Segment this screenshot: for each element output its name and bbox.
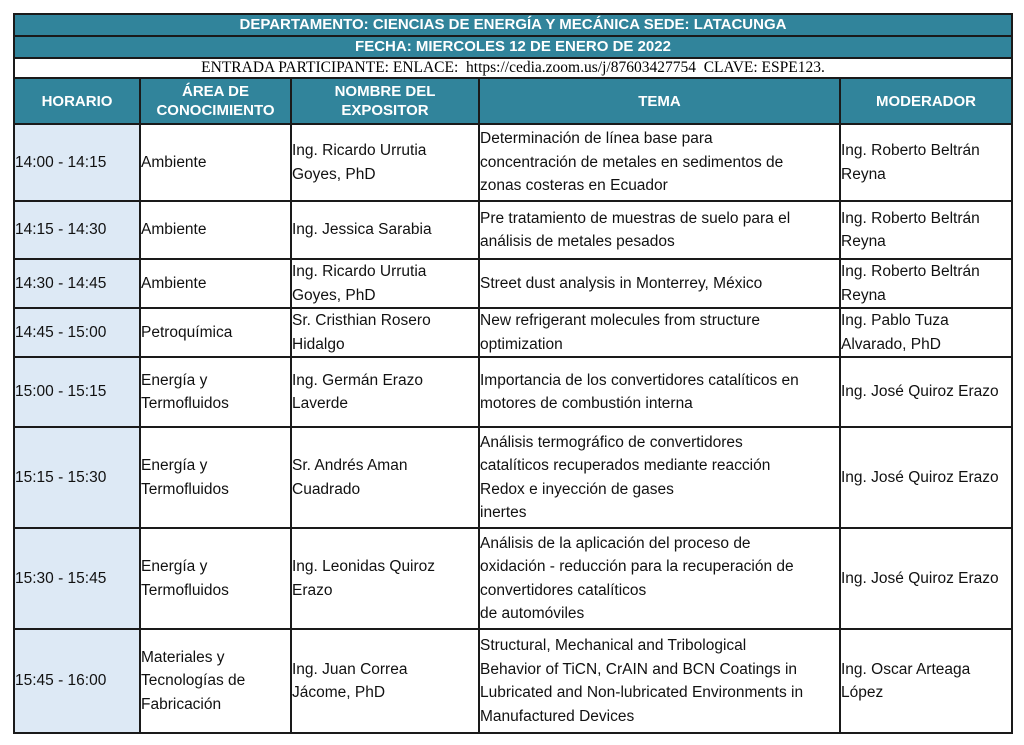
topic-cell-line: Lubricated and Non-lubricated Environments in xyxy=(480,684,804,701)
schedule-row xyxy=(14,357,1012,427)
header-moderador xyxy=(840,78,1012,124)
header-moderador-label: MODERADOR xyxy=(876,92,976,110)
topic-cell xyxy=(479,308,840,357)
time-cell xyxy=(14,201,140,259)
topic-cell-line: Manufactured Devices xyxy=(480,707,635,725)
area-cell xyxy=(140,259,291,308)
time-cell xyxy=(14,357,140,427)
area-cell-line: Ambiente xyxy=(141,153,207,171)
area-cell-line: Tecnologías de xyxy=(141,672,246,690)
area-cell xyxy=(140,201,291,259)
time-cell-text: 15:00 - 15:15 xyxy=(15,383,107,401)
time-cell xyxy=(14,124,140,201)
topic-cell-line: concentración de metales en sedimentos de xyxy=(480,153,784,171)
speaker-cell-line: Ing. Jessica Sarabia xyxy=(292,221,432,239)
header-expositor xyxy=(291,78,479,124)
access-info: ENTRADA PARTICIPANTE: ENLACE: https://cedia.zoom.us/j/87603427754 CLAVE: ESPE123. xyxy=(14,58,1012,78)
speaker-cell-line: Goyes, PhD xyxy=(292,286,376,304)
topic-cell-line: Street dust analysis in Monterrey, México xyxy=(480,274,763,292)
speaker-cell-line: Jácome, PhD xyxy=(292,684,386,701)
time-cell-text: 14:30 - 14:45 xyxy=(15,274,107,292)
event-date: FECHA: MIERCOLES 12 DE ENERO DE 2022 xyxy=(14,36,1012,58)
speaker-cell-line: Hidalgo xyxy=(292,335,345,353)
topic-cell-line: zonas costeras en Ecuador xyxy=(480,177,668,195)
area-cell-line: Petroquímica xyxy=(141,323,233,341)
topic-cell xyxy=(479,201,840,259)
schedule-row xyxy=(14,629,1012,733)
moderator-cell-line: Ing. Pablo Tuza xyxy=(841,312,949,329)
area-cell-line: Termofluidos xyxy=(141,480,229,498)
header-tema xyxy=(479,78,840,124)
speaker-cell-line: Ing. Germán Erazo xyxy=(292,371,423,389)
speaker-cell xyxy=(291,357,479,427)
speaker-cell-line: Goyes, PhD xyxy=(292,165,376,183)
area-cell-line: Energía y xyxy=(141,558,208,575)
area-cell-line: Termofluidos xyxy=(141,395,229,412)
schedule-row xyxy=(14,124,1012,201)
speaker-cell-line: Ing. Ricardo Urrutia xyxy=(292,142,427,159)
topic-cell-line: convertidores catalíticos xyxy=(480,581,647,599)
topic-cell xyxy=(479,259,840,308)
moderator-cell xyxy=(840,124,1012,201)
time-cell-text: 14:00 - 14:15 xyxy=(15,153,107,171)
speaker-cell-line: Laverde xyxy=(292,395,349,412)
time-cell xyxy=(14,427,140,528)
area-cell-line: Ambiente xyxy=(141,221,207,239)
schedule-rows xyxy=(14,124,1012,733)
speaker-cell-line: Sr. Andrés Aman xyxy=(292,457,408,474)
topic-cell-line: Determinación de línea base para xyxy=(480,130,713,148)
header-row xyxy=(14,78,1012,124)
schedule-row xyxy=(14,308,1012,357)
speaker-cell xyxy=(291,629,479,733)
area-cell xyxy=(140,357,291,427)
topic-cell xyxy=(479,427,840,528)
topic-cell-line: inertes xyxy=(480,504,527,521)
moderator-cell-line: Ing. José Quiroz Erazo xyxy=(841,569,999,587)
topic-cell-line: Importancia de los convertidores catalíticos en xyxy=(480,371,799,389)
schedule-row xyxy=(14,259,1012,308)
department-title: DEPARTAMENTO: CIENCIAS DE ENERGÍA Y MECÁNICA SEDE: LATACUNGA xyxy=(14,14,1012,36)
time-cell-text: 15:45 - 16:00 xyxy=(15,672,107,690)
time-cell xyxy=(14,528,140,629)
topic-cell xyxy=(479,629,840,733)
schedule-row xyxy=(14,528,1012,629)
speaker-cell xyxy=(291,427,479,528)
moderator-cell-line: Ing. José Quiroz Erazo xyxy=(841,383,999,401)
topic-cell-line: motores de combustión interna xyxy=(480,395,693,412)
topic-cell xyxy=(479,357,840,427)
topic-cell-line: Análisis de la aplicación del proceso de xyxy=(480,534,751,552)
department-banner-row xyxy=(14,14,1012,36)
topic-cell-line: Structural, Mechanical and Tribological xyxy=(480,637,747,654)
speaker-cell-line: Ing. Ricardo Urrutia xyxy=(292,263,427,280)
date-banner-row xyxy=(14,36,1012,58)
moderator-cell-line: Ing. Roberto Beltrán xyxy=(841,209,980,227)
speaker-cell xyxy=(291,124,479,201)
moderator-cell-line: López xyxy=(841,684,884,701)
area-cell xyxy=(140,427,291,528)
speaker-cell xyxy=(291,201,479,259)
header-expositor-line-1: NOMBRE DEL xyxy=(334,83,436,100)
speaker-cell xyxy=(291,259,479,308)
area-cell-line: Energía y xyxy=(141,371,208,389)
topic-cell-line: Redox e inyección de gases xyxy=(480,480,674,498)
area-cell-line: Fabricación xyxy=(141,695,222,713)
moderator-cell xyxy=(840,528,1012,629)
speaker-cell xyxy=(291,528,479,629)
header-horario-label: HORARIO xyxy=(41,92,113,110)
time-cell xyxy=(14,259,140,308)
area-cell-line: Materiales y xyxy=(141,648,225,666)
topic-cell-line: Pre tratamiento de muestras de suelo para el xyxy=(480,209,791,227)
time-cell-text: 15:30 - 15:45 xyxy=(15,569,107,587)
topic-cell-line: análisis de metales pesados xyxy=(480,233,675,250)
time-cell xyxy=(14,308,140,357)
moderator-cell-line: Ing. José Quiroz Erazo xyxy=(841,468,999,486)
moderator-cell-line: Reyna xyxy=(841,286,886,304)
area-cell-line: Energía y xyxy=(141,457,208,474)
header-area-line-2: CONOCIMIENTO xyxy=(156,102,275,119)
moderator-cell-line: Ing. Roberto Beltrán xyxy=(841,263,980,280)
access-row xyxy=(14,58,1012,78)
topic-cell xyxy=(479,124,840,201)
topic-cell-line: Análisis termográfico de convertidores xyxy=(480,433,743,451)
header-tema-label: TEMA xyxy=(638,92,681,110)
topic-cell-line: Behavior of TiCN, CrAIN and BCN Coatings in xyxy=(480,660,798,678)
schedule-row xyxy=(14,201,1012,259)
topic-cell xyxy=(479,528,840,629)
moderator-cell xyxy=(840,201,1012,259)
moderator-cell-line: Ing. Roberto Beltrán xyxy=(841,142,980,159)
moderator-cell xyxy=(840,308,1012,357)
header-area-line-1: ÁREA DE xyxy=(182,83,249,100)
area-cell-line: Ambiente xyxy=(141,274,207,292)
header-area xyxy=(140,78,291,124)
moderator-cell-line: Alvarado, PhD xyxy=(841,335,941,353)
moderator-cell-line: Reyna xyxy=(841,165,886,183)
area-cell xyxy=(140,528,291,629)
moderator-cell xyxy=(840,259,1012,308)
speaker-cell-line: Sr. Cristhian Rosero xyxy=(292,312,431,329)
schedule-table xyxy=(13,13,1013,734)
area-cell xyxy=(140,629,291,733)
time-cell-text: 14:15 - 14:30 xyxy=(15,221,107,239)
speaker-cell-line: Ing. Leonidas Quiroz xyxy=(292,558,436,575)
speaker-cell-line: Ing. Juan Correa xyxy=(292,660,408,678)
moderator-cell xyxy=(840,629,1012,733)
topic-cell-line: oxidación - reducción para la recuperación de xyxy=(480,558,794,575)
time-cell-text: 14:45 - 15:00 xyxy=(15,323,107,341)
schedule-row xyxy=(14,427,1012,528)
area-cell xyxy=(140,124,291,201)
area-cell-line: Termofluidos xyxy=(141,581,229,599)
topic-cell-line: New refrigerant molecules from structure xyxy=(480,312,760,329)
time-cell xyxy=(14,629,140,733)
area-cell xyxy=(140,308,291,357)
moderator-cell xyxy=(840,427,1012,528)
header-horario xyxy=(14,78,140,124)
moderator-cell-line: Reyna xyxy=(841,233,886,250)
time-cell-text: 15:15 - 15:30 xyxy=(15,468,107,486)
topic-cell-line: de automóviles xyxy=(480,605,585,622)
header-expositor-line-2: EXPOSITOR xyxy=(341,102,429,119)
topic-cell-line: catalíticos recuperados mediante reacción xyxy=(480,457,771,474)
speaker-cell-line: Cuadrado xyxy=(292,480,361,498)
speaker-cell xyxy=(291,308,479,357)
speaker-cell-line: Erazo xyxy=(292,581,333,599)
moderator-cell xyxy=(840,357,1012,427)
topic-cell-line: optimization xyxy=(480,335,563,353)
moderator-cell-line: Ing. Oscar Arteaga xyxy=(841,660,971,678)
